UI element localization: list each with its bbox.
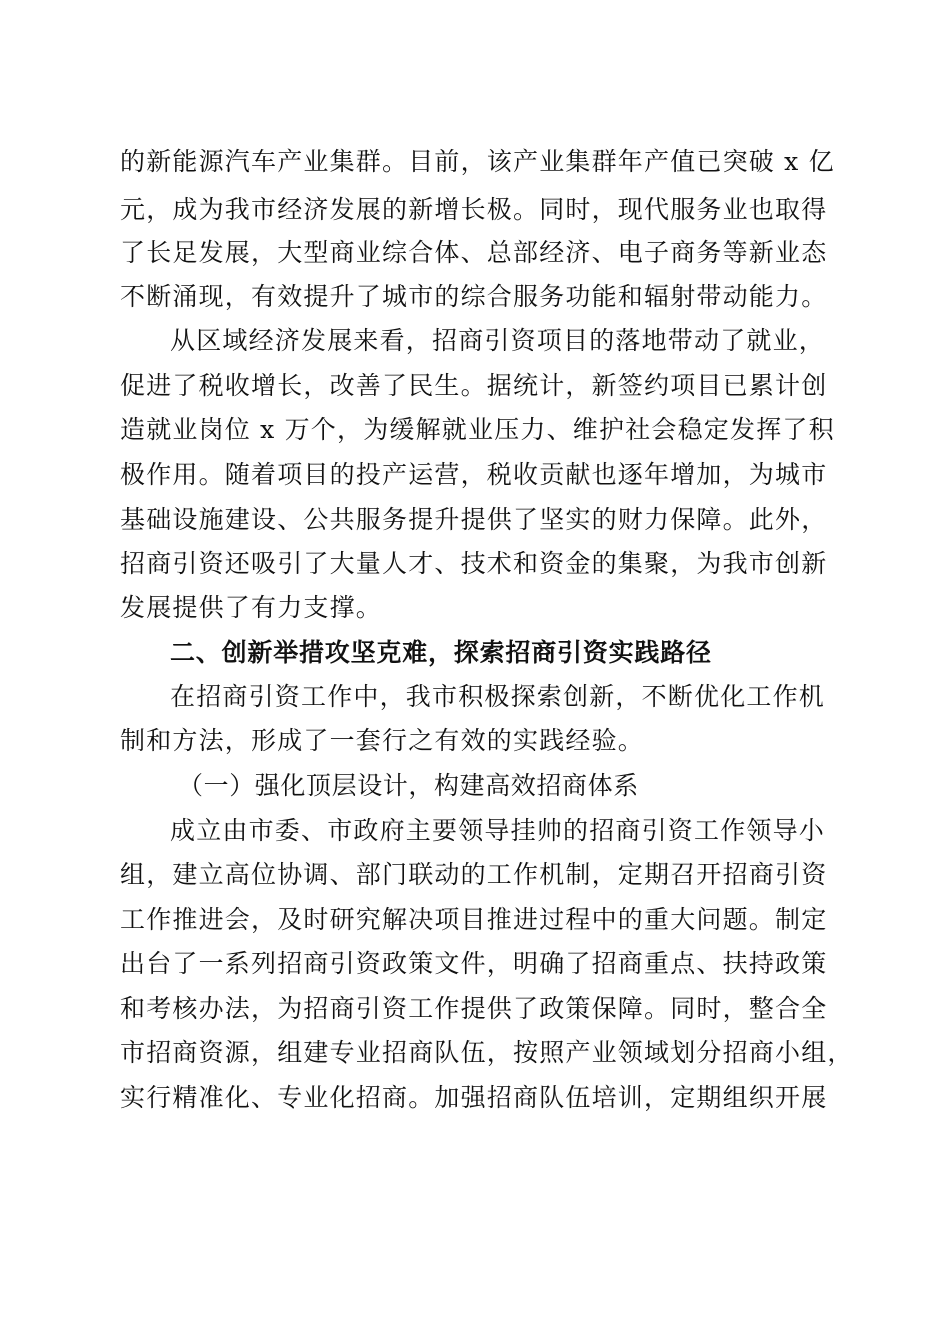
paragraph-line: 造就业岗位 x 万个，为缓解就业压力、维护社会稳定发挥了积 [120,415,835,444]
paragraph-line: 招商引资还吸引了大量人才、技术和资金的集聚，为我市创新 [120,549,828,578]
paragraph-line: 元，成为我市经济发展的新增长极。同时，现代服务业也取得 [120,195,828,224]
paragraph-line: 出台了一系列招商引资政策文件，明确了招商重点、扶持政策 [120,949,828,978]
paragraph-line: 不断涌现，有效提升了城市的综合服务功能和辐射带动能力。 [120,282,828,311]
paragraph-line: 成立由市委、市政府主要领导挂帅的招商引资工作领导小 [170,816,826,845]
paragraph-line: 市招商资源，组建专业招商队伍，按照产业领域划分招商小组， [120,1038,854,1067]
paragraph-line: 的新能源汽车产业集群。目前，该产业集群年产值已突破 x 亿 [120,147,835,176]
paragraph-line: 在招商引资工作中，我市积极探索创新，不断优化工作机 [170,682,826,711]
paragraph-line: 实行精准化、专业化招商。加强招商队伍培训，定期组织开展 [120,1083,828,1112]
paragraph-line: 极作用。随着项目的投产运营，税收贡献也逐年增加，为城市 [120,460,828,489]
paragraph-line: 工作推进会，及时研究解决项目推进过程中的重大问题。制定 [120,905,828,934]
paragraph-line: 了长足发展，大型商业综合体、总部经济、电子商务等新业态 [120,238,828,267]
paragraph-line: 制和方法，形成了一套行之有效的实践经验。 [120,726,645,755]
paragraph-line: 促进了税收增长，改善了民生。据统计，新签约项目已累计创 [120,371,828,400]
paragraph-line: 从区域经济发展来看，招商引资项目的落地带动了就业， [170,326,826,355]
paragraph-line: 组，建立高位协调、部门联动的工作机制，定期召开招商引资 [120,860,828,889]
subsection-heading: （一）强化顶层设计，构建高效招商体系 [178,771,639,800]
section-heading: 二、创新举措攻坚克难，探索招商引资实践路径 [170,638,712,667]
paragraph-line: 发展提供了有力支撑。 [120,593,383,622]
paragraph-line: 和考核办法，为招商引资工作提供了政策保障。同时，整合全 [120,994,828,1023]
paragraph-line: 基础设施建设、公共服务提升提供了坚实的财力保障。此外， [120,505,828,534]
